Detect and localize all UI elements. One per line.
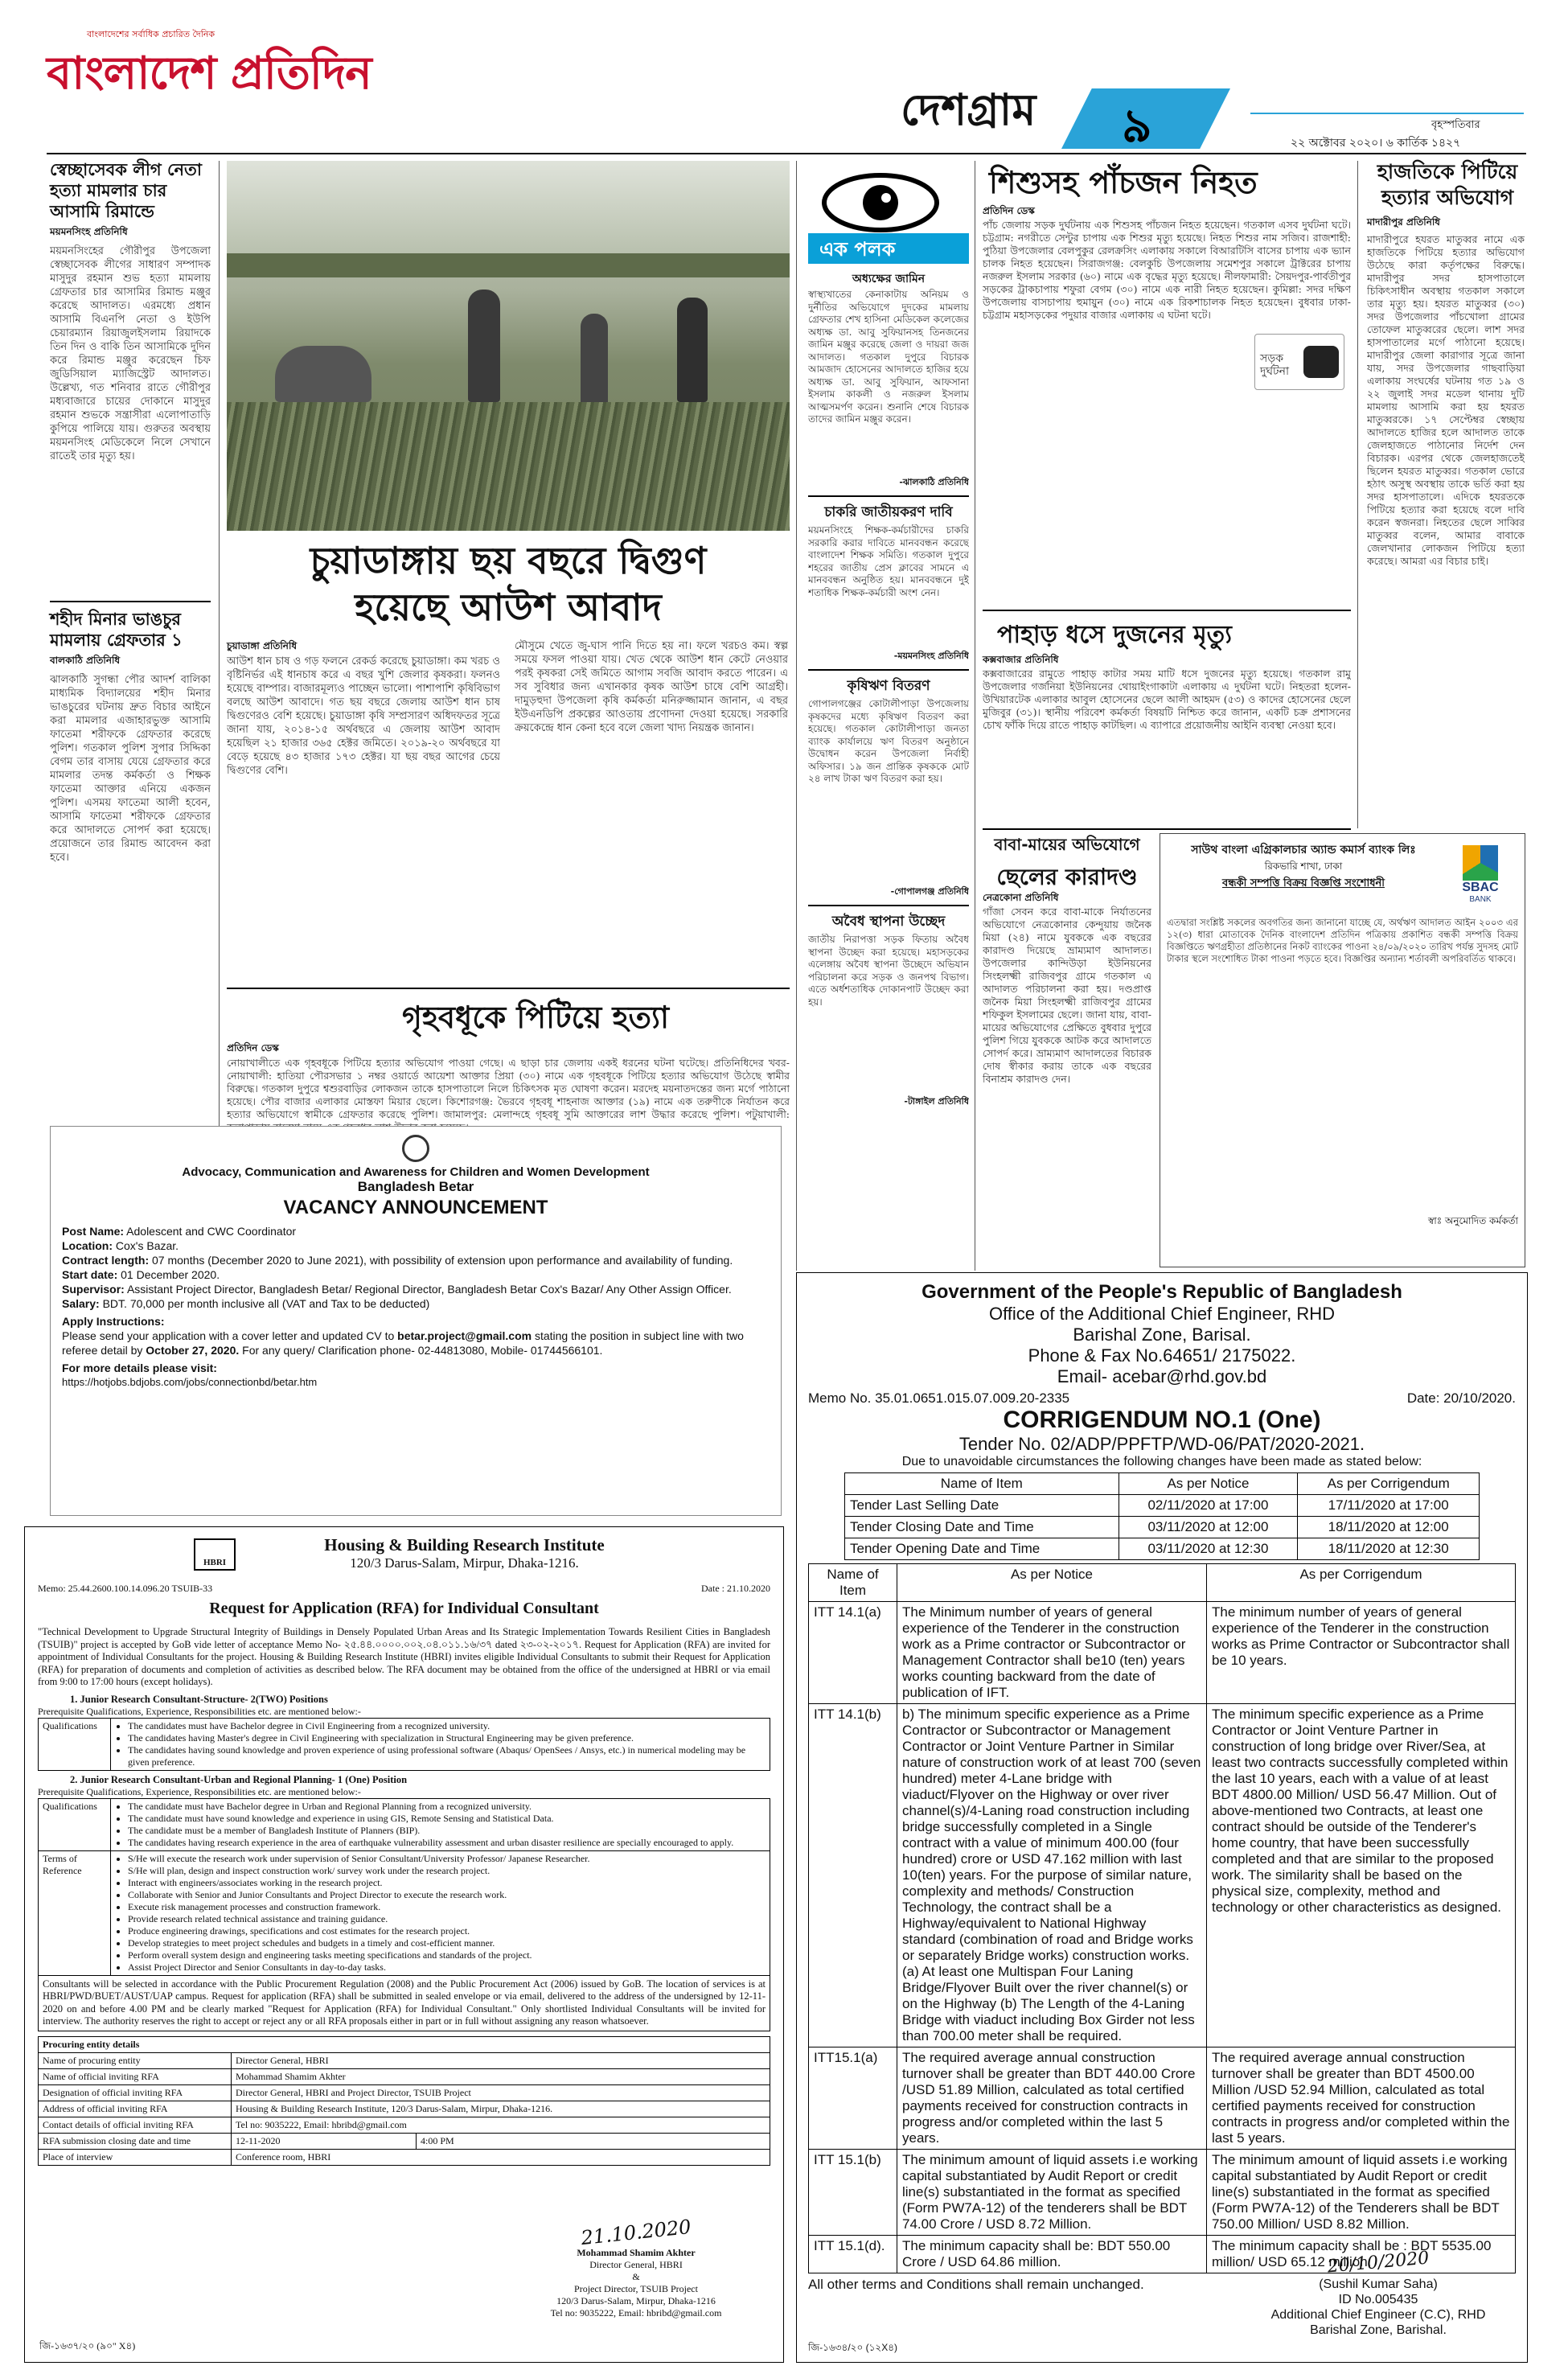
car-crash-icon (1303, 346, 1339, 378)
qualification-item: • The candidates having research experience in the area of earthquake vulnerability assessment and urban disaster resilience are specially encouraged to apply. (128, 1837, 766, 1849)
article-body-col1: আউশ ধান চাষ ও গড় ফলনে রেকর্ড করেছে চুয়াডাঙ্গা। কম খরচ ও বৃষ্টিনির্ভর এই ধানচাষ করে এ বছর খুশি জেলার কৃষকরা। ফলনও হয়েছে বাম্পার। বাজারমূল্যও পাচ্ছেন ভালো। পাশাপাশি কৃষিবিভাগ বলছে আউশ আবাদে। গত ছয় বছরে জেলায় আউশ ধান চাষ দ্বিগুণেরও বেশি হয়েছে। চুয়াডাঙ্গা কৃষি সম্প্রসারণ অধিদফতর সূত্রে জানা যায়, ২০১৪-১৫ অর্থবছরে এ জেলায় আউশ আবাদ হয়েছিল ২১ হাজার ৩৬৫ হেক্টর জমিতে। ২০১৯-২০ অর্থবছরে যা বেড়ে হয়েছে ৪৩ হাজার ১৭৩ হেক্টর। যা ছয় বছর আগের চেয়ে দ্বিগুণের বেশি। (227, 655, 500, 777)
proc-label: Contact details of official inviting RFA (39, 2117, 232, 2133)
signatory-name: Mohammad Shamim Akhter (577, 2247, 696, 2258)
article-body: পাঁচ জেলায় সড়ক দুর্ঘটনায় এক শিশুসহ পাঁচজন নিহত হয়েছেন। গতকাল এসব দুর্ঘটনা ঘটে। চট্টগ্রাম: নগরীতে সেন্টুর চাপায় এক শিশুর মৃত্যু হয়েছে। নিহত শিশুর নাম সজিব। রাজশাহী: পুঠিয়া উপজেলার বেলপুকুর রেলক্রসিং এলাকায় সকালে বিআরটিসি বাসের চাপায় এক ভ্যান চালক নিহত হয়েছেন। সিরাজগঞ্জ: বেলকুচি উপজেলায় সমেশপুর সকালে ট্রাক্টরের চাপায় নজরুল ইসলাম সরকার (৬০) নামে এক বৃদ্ধের মৃত্যু হয়েছে। নীলফামারী: সৈয়দপুর-পার্বতীপুর সড়কের ট্রাকচাপায় শফুরা বেগম (৩০) নামে এক নারী নিহত হয়েছেন। কুমিল্লা: সদর দক্ষিণ উপজেলায় বাসচাপায় হুমায়ুন (৩০) নামে এক রিকশাচালক নিহত হয়েছেন। বুধবার ঢাকা-চট্টগ্রাম মহাসড়কের পদুয়ার বাজার এলাকায় এ ঘটনা ঘটে। (983, 219, 1351, 321)
badge-text: সড়ক দুর্ঘটনা (1260, 352, 1290, 378)
field-value: BDT. 70,000 per month inclusive all (VAT and Tax to be deducted) (102, 1297, 430, 1310)
signatory-title: Additional Chief Engineer (C.C), RHD (1270, 2308, 1486, 2322)
due-note: Due to unavoidable circumstances the following changes have been made as stated below: (901, 1455, 1422, 1468)
item-code: ITT 15.1(b) (809, 2150, 897, 2236)
col-header: As per Corrigendum (1298, 1473, 1480, 1495)
headline-wife[interactable]: গৃহবধূকে পিটিয়ে হত্যা (402, 1000, 670, 1035)
qualification-item: • The candidates having sound knowledge and proven experience of using professional software (Abaqus/ OpenSees / Ansys, etc.) in numerical modeling may be given preference. (128, 1744, 766, 1768)
notice-body: এতদ্বারা সংশ্লিষ্ট সকলের অবগতির জন্য জানানো যাচ্ছে যে, অর্থঋণ আদালত আইন ২০০৩ এর ১২(৩) ধারা মোতাবেক দৈনিক বাংলাদেশ প্রতিদিন পত্রিকায় প্রকাশিত বন্ধকী সম্পত্তি বিক্রয় বিজ্ঞপ্তিতে ঋণগ্রহীতা প্রতিষ্ঠানের নিকট ব্যাংকের পাওনা ২৪/০৯/২০২০ তারিখ পর্যন্ত সুদসহ মোট টাকার স্থলে সংশোধিত টাকা পাওনা পড়তে হবে। বিজ্ঞপ্তির অন্যান্য শর্তাবলী অপরিবর্তিত থাকবে। (1167, 917, 1518, 964)
corrigendum-value: The minimum number of years of general experience of the Tenderer in the construction works as Prime Contractor or Subcontractor shall be 10 years. (1207, 1602, 1516, 1704)
corrigendum-value: The required average annual construction turnover shall be greater than BDT 4500.00 Million /USD 52.94 Million, calculated as total certified payments received for construction contracts in progress and/or completed within the last 5 years. (1207, 2047, 1516, 2150)
proc-label: RFA submission closing date and time (39, 2133, 232, 2149)
apply-text: For any query/ Clarification phone- 02-44813080, Mobile- 01744566101. (242, 1344, 603, 1357)
byline: নেত্রকোনা প্রতিনিধি (983, 892, 1059, 903)
sbac-logo-sub: BANK (1469, 895, 1492, 904)
col-header: Name of Item (809, 1564, 897, 1602)
notice-value: The required average annual construction turnover shall be greater than BDT 440.00 Crore /USD 51.89 Million, calculated as total certified payments received for construction contracts in progress and/or completed within the last 5 years. (897, 2047, 1207, 2150)
rfa-intro: "Technical Development to Upgrade Structural Integrity of Buildings in Densely Populated Urban Areas and Its Strategic Implementation Towards Resilient Cities in Bangladesh (TSUIB)" project is accepted by GoB vide letter of acceptance Memo No- ২৫.৪৪.০০০০.০০২.০৪.০১১.১৬/৩৭ dated ২৩-০২-২০১৭. Request for Application (RFA) are invited for appointment of Individual Consultants for the project. Housing & Building Research Institute (HBRI) invites eligible Individual Consultants to submit their Request for Application (RFA) for preparation of documents and completion of activities as described below. The RFA document may be obtained from the office of the undersigned at HBRI or via email from 9:00 to 17:00 hours (except holidays). (38, 1626, 770, 1687)
notice-value: 03/11/2020 at 12:30 (1119, 1538, 1298, 1560)
qualifications-label: Qualifications (39, 1718, 111, 1770)
brief-byline: -গোপালগঞ্জ প্রতিনিধি (890, 886, 969, 897)
byline: কক্সবাজার প্রতিনিধি (983, 654, 1059, 665)
article-body: নোয়াখালীতে এক গৃহবধূকে পিটিয়ে হত্যার অভিযোগ পাওয়া গেছে। এ ছাড়া চার জেলায় একই ধরনের ঘটনা ঘটেছে। প্রতিনিধিদের খবর- নোয়াখালী: হাতিয়া পৌরসভার ১ নম্বর ওয়ার্ডে আয়েশা আক্তার প্রিয়া (৩০) নামে এক গৃহবধূকে পিটিয়ে হত্যার অভিযোগ উঠেছে স্বামীর বিরুদ্ধে। গতকাল দুপুরে শ্বশুরবাড়ির লোকজন তাকে হাসপাতালে নিলে চিকিৎসক মৃত ঘোষণা করেন। মরদেহ ময়নাতদন্তের জন্য মর্গে পাঠানো হয়েছে। পৌর বাজার এলাকার মোস্তফা মিয়ার ছেলে। কিশোরগঞ্জ: ভৈরবে গৃহবধূ শাহনাজ আক্তার (১৯) নামে এক তরুণীকে নির্যাতন করে হত্যার অভিযোগে স্বামীকে গ্রেফতার করেছে পুলিশ। জামালপুর: মেলান্দহে গৃহবধূ সুমি আক্তারের লাশ উদ্ধার করেছে পুলিশ। পটুয়াখালী: (227, 1057, 790, 1120)
notice-signatory: স্বাঃ অনুমোদিত কর্মকর্তা (1427, 1215, 1518, 1226)
field-label: Salary: (62, 1297, 100, 1310)
qualifications-label: Qualifications (39, 1798, 111, 1850)
procuring-heading: Procuring entity details (39, 2036, 770, 2052)
road-accident-badge (1254, 334, 1344, 390)
office-email[interactable]: Email- acebar@rhd.gov.bd (1057, 1366, 1267, 1386)
col-header: As per Corrigendum (1207, 1564, 1516, 1602)
corrigendum-value: 18/11/2020 at 12:00 (1298, 1517, 1480, 1538)
hbri-logo-icon (194, 1538, 236, 1571)
section-rule (227, 988, 790, 989)
proc-label: Name of procuring entity (39, 2052, 232, 2068)
position-1-heading: 1. Junior Research Consultant-Structure- 2(TWO) Positions (70, 1693, 328, 1705)
item-name: Tender Last Selling Date (845, 1495, 1119, 1517)
sbac-logo (1444, 845, 1517, 904)
byline: মাদারীপুর প্রতিনিধি (1367, 216, 1441, 228)
ad-code: জি-১৬৩৪/২০ (১২X৪) (808, 2342, 897, 2353)
signatory-title: Project Director, TSUIB Project (574, 2283, 698, 2294)
field-value: Adolescent and CWC Coordinator (126, 1225, 297, 1238)
byline: বালকাঠি প্রতিনিধি (50, 655, 121, 666)
org-name: Advocacy, Communication and Awareness for Children and Women Development (182, 1165, 650, 1179)
position-1-table (38, 1718, 770, 1771)
article-body-col2: মৌসুমে খেতে জু-ঘাস পানি দিতে হয় না। ফলে খরচও কম। স্বল্প সময়ে ফসল পাওয়া যায়। খেত থেকে আউশ ধান কেটে নেওয়ার পরই কৃষকরা সেই জমিতে আগাম সবজি আবাদ করতে পারেন। এ সব সুবিধার জন্য এখানকার কৃষক আউশ চাষে বেশি আগ্রহী। দামুড়হুদা উপজেলা কৃষি কর্মকর্তা মনিরুজ্জামান জানান, এ বছর ইউএনডিপি প্রকল্পের আওতায় প্রণোদনা দেওয়া হয়েছে। সরকারি ক্রয়কেন্দ্রে ধান কেনা হবে বলে জেলা খাদ্য নিয়ন্ত্রক জানান। (515, 640, 788, 734)
memo-number: Memo: 25.44.2600.100.14.096.20 TSUIB-33 (38, 1583, 213, 1594)
headline-custody-death[interactable]: হাজতিকে পিটিয়ে হত্যার অভিযোগ (1377, 160, 1518, 209)
qualification-item: • The candidate must have sound knowledge and experience in using GIS, Remote Sensing and Statistical Data. (128, 1813, 766, 1825)
proc-value: Housing & Building Research Institute, 120/3 Darus-Salam, Mirpur, Dhaka-1216. (232, 2101, 770, 2117)
byline: চুয়াডাঙ্গা প্রতিনিধি (227, 640, 298, 651)
column-divider (219, 161, 220, 1271)
section-rule (983, 610, 1351, 611)
selection-paragraph: Consultants will be selected in accordance with the Public Procurement Regulation (2008) and the Public Procurement Act (2006) issued by GoB. The location of services is at HBRI/PWD/BUET/AUST/UAP campus. Request for application (RFA) shall be submitted in sealed envelope or via email, delivered to the address of the undersigned by 12-11-2020 on and before 4.00 PM and be clearly marked "Request for Application (RFA) for Individual Consultant." Only shortlisted Individual Consultants will be invited for interview. The authority reserves the right to accept or reject any or all RFA proposals either in part or in full without assigning any reason whatsoever. (38, 1976, 770, 2031)
apply-text: stating the position in subject line with two referee detail by (62, 1329, 744, 1357)
office-name: Office of the Additional Chief Engineer, RHD (988, 1304, 1336, 1324)
criteria-table (808, 1563, 1516, 2273)
signatory-id: ID No.005435 (1338, 2293, 1418, 2306)
headline-son-jailed[interactable] (983, 833, 1151, 897)
handwritten-signature-date: 20/10/2020 (1326, 2248, 1430, 2277)
proc-value: Director General, HBRI and Project Director, TSUIB Project (232, 2084, 770, 2101)
corrigendum-value: The minimum specific experience as a Prime Contractor or Joint Venture Partner in construction of long bridge over River/Sea, at least two contracts successfully completed within the last 10 years, each with a value of at least BDT 4800.00 Million/ USD 56.47 Million. Out of above-mentioned two Contracts, at least one contract should be outside of the Tenderer's home country, that have been successfully completed and that are similar to the proposed work. The similarity shall be based on the physical size, complexity, method and technology or other characteristics as designed. (1207, 1704, 1516, 2047)
proc-value: Mohammad Shamim Akhter (232, 2068, 770, 2084)
tender-number: Tender No. 02/ADP/PPFTP/WD-06/PAT/2020-2021. (958, 1434, 1365, 1454)
brief-body: গোপালগঞ্জের কোটালীপাড়া উপজেলায় কৃষকদের মধ্যে কৃষিঋণ বিতরণ করা হয়েছে। গতকাল কোটালীপাড়া জনতা ব্যাংক কার্যালয়ে ঋণ বিতরণ অনুষ্ঠানে উদ্বোধন করেন উপজেলা নির্বাহী অফিসার। ১৯ জন প্রান্তিক কৃষককে মোট ২৪ লাখ টাকা ঋণ বিতরণ করা হয়। (808, 698, 969, 784)
prerequisite-note: Prerequisite Qualifications, Experience, Responsibilities etc. are mentioned below:- (38, 1705, 361, 1717)
memo-date: Date : 21.10.2020 (701, 1583, 770, 1594)
apply-deadline: October 27, 2020. (146, 1344, 240, 1357)
tor-label: Terms of Reference (39, 1850, 111, 1975)
headline-line-2: হয়েছে আউশ আবাদ (355, 585, 662, 629)
byline: প্রতিদিন ডেস্ক (983, 205, 1035, 216)
memo-date: Date: 20/10/2020. (1406, 1390, 1516, 1406)
tor-item: • Assist Project Director and Senior Consultants in day-to-day tasks. (128, 1961, 766, 1974)
field-value: Cox's Bazar. (115, 1239, 179, 1252)
brief-body: জাতীয় নিরাপত্তা সড়ক ফিতায় অবৈধ স্থাপনা উচ্ছেদ করা হয়েছে। মহাসড়কের এলেঙ্গায় অবৈধ স্থাপনা উচ্ছেদে অভিযান পরিচালনা করে সড়ক ও জনপথ বিভাগ। এতে অর্ধশতাধিক দোকানপাট উচ্ছেদ করা হয়। (808, 934, 969, 1008)
col-header: As per Notice (897, 1564, 1207, 1602)
col-header: As per Notice (1119, 1473, 1298, 1495)
gov-title: Government of the People's Republic of Bangladesh (922, 1281, 1402, 1303)
brief-body: ময়মনসিংহে শিক্ষক-কর্মচারীদের চাকরি সরকারি করার দাবিতে মানববন্ধন করেছে বাংলাদেশ শিক্ষক সমিতি। গতকাল দুপুরে শহরের জাতীয় প্রেস ক্লাবের সামনে এ মানববন্ধন অনুষ্ঠিত হয়। মানববন্ধনে দুই শতাধিক শিক্ষক-কর্মচারী অংশ নেন। (808, 524, 969, 598)
item-code: ITT15.1(a) (809, 2047, 897, 2150)
phone-fax: Phone & Fax No.64651/ 2175022. (1028, 1345, 1296, 1366)
signatory-name: (Sushil Kumar Saha) (1319, 2277, 1438, 2291)
brief-byline: -ঝালকাঠি প্রতিনিধি (899, 477, 969, 487)
brief-body: স্বাস্থ্যখাতের কেনাকাটায় অনিয়ম ও দুর্নীতির অভিযোগে দুদকের মামলায় গ্রেফতার শেখ হাসিনা মেডিকেল কলেজের অধ্যক্ষ ডা. আবু সুফিয়ানসহ তিনজনের জামিন মঞ্জুর করেছে জেলা ও দায়রা জজ আদালত। গতকাল দুপুরে বিচারক আমজাদ হোসেনের আদালতে হাজির হয়ে অধ্যক্ষ ডা. আবু সুফিয়ান, আফসানা ইসলাম কাকলী ও নজরুল ইসলাম আত্মসমর্পণ করেন। শুনানি শেষে বিচারক তাদের জামিন মঞ্জুর করেন। (808, 289, 969, 425)
headline-kicker: বাবা-মায়ের অভিযোগে (994, 835, 1140, 854)
position-2-heading: 2. Junior Research Consultant-Urban and Regional Planning- 1 (One) Position (70, 1773, 408, 1785)
tor-item: • Develop strategies to meet project schedules and budgets in a timely and cost-efficient manner. (128, 1937, 766, 1949)
tor-item: • Produce engineering drawings, specifications and cost estimates for the research project. (128, 1925, 766, 1937)
sbac-logo-icon (1463, 845, 1498, 881)
headline-shaheed-minar[interactable]: শহীদ মিনার ভাঙচুর মামলায় গ্রেফতার ১ (50, 610, 183, 650)
rfa-title: Request for Application (RFA) for Individual Consultant (209, 1600, 599, 1617)
corrigendum-value: The minimum amount of liquid assets i.e working capital substantiated by Audit Report or credit line(s) substantiated in the format as specified (Form PW7A-12) of the Tenderers shall be BDT 750.00 Million/ USD 8.82 Million. (1207, 2150, 1516, 2236)
item-code: ITT 15.1(d). (809, 2236, 897, 2273)
proc-value: Director General, HBRI (232, 2052, 770, 2068)
issue-date: ২২ অক্টোবর ২০২০। ৬ কার্তিক ১৪২৭ (1291, 137, 1461, 150)
brief-headline[interactable]: অবৈধ স্থাপনা উচ্ছেদ (831, 914, 946, 930)
notice-bank-name: সাউথ বাংলা এগ্রিকালচার অ্যান্ড কমার্স ব্যাংক লিঃ (1191, 844, 1416, 856)
tor-item: • Collaborate with Senior and Junior Consultants and Project Director to execute the research work. (128, 1889, 766, 1901)
item-code: ITT 14.1(b) (809, 1704, 897, 2047)
remain-unchanged-note: All other terms and Conditions shall remain unchanged. (808, 2277, 1144, 2292)
tor-item: • S/He will execute the research work under supervision of Senior Consultant/University Professor/ Japanese Researcher. (128, 1853, 766, 1865)
headline-line-1: চুয়াডাঙ্গায় ছয় বছরে দ্বিগুণ (310, 539, 707, 582)
notice-branch: রিকভারি শাখা, ঢাকা (1264, 860, 1343, 872)
article-body: গাঁজা সেবন করে বাবা-মাকে নির্যাতনের অভিযোগে নেত্রকোনার কেন্দুয়ায় জনৈক মিয়া (২৪) নামে যুবককে এক বছরের কারাদণ্ড দিয়েছে ভ্রাম্যমাণ আদালত। উপজেলার কান্দিউড়া ইউনিয়নের সিংহলক্ষ্মী রাজিবপুর গ্রামে গতকাল এ আদালত পরিচালনা করা হয়। দণ্ডপ্রাপ্ত জনৈক মিয়া সিংহলক্ষ্মী রাজিবপুর গ্রামের শফিকুল ইসলামের ছেলে। জানা যায়, বাবা-মায়ের অভিযোগের প্রেক্ষিতে বুধবার দুপুরে পুলিশ গিয়ে যুবককে আটক করে আদালতে সোপর্দ করে। ভ্রাম্যমাণ আদালতের বিচারক দোষ স্বীকার করায় তাকে এক বছরের বিনাশ্রম কারাদণ্ড দেন। (983, 906, 1151, 1085)
corrigendum-value: 17/11/2020 at 17:00 (1298, 1495, 1480, 1517)
qualification-item: • The candidate must be a member of Bangladesh Institute of Planners (BIP). (128, 1825, 766, 1837)
item-name: Tender Opening Date and Time (845, 1538, 1119, 1560)
notice-value: 02/11/2020 at 17:00 (1119, 1495, 1298, 1517)
field-label: Contract length: (62, 1254, 150, 1267)
signatory-contact: Tel no: 9035222, Email: hbribd@gmail.com (550, 2307, 722, 2319)
details-link[interactable]: https://hotjobs.bdjobs.com/jobs/connectionbd/betar.htm (62, 1376, 318, 1388)
tor-item: • Interact with engineers/associates working in the research project. (128, 1877, 766, 1889)
signature-block (507, 2215, 765, 2319)
logo-tagline: বাংলাদেশের সর্বাধিক প্রচারিত দৈনিক (87, 29, 215, 39)
headline-main: ছেলের কারাদণ্ড (996, 864, 1138, 890)
betar-vacancy-ad (50, 1126, 782, 1516)
article-body: ময়মনসিংহের গৌরীপুর উপজেলা স্বেচ্ছাসেবক লীগের সাধারণ সম্পাদক মাসুদুর রহমান শুভ হত্যা মামলায় গ্রেফতার চার আসামির রিমান্ড মঞ্জুর করেছে আদালত। এরমধ্যে প্রধান আসামি বিএনপি নেতা ও ইউপি চেয়ারম্যান রিয়াজুলইসলাম রিয়াদকে তিন দিন ও বাকি তিন আসামিকে দুদিন করে রিমান্ড মঞ্জুর করেছেন চিফ জুডিসিয়াল ম্যাজিস্ট্রেট আদালত। উল্লেখ্য, গত শনিবার রাতে গৌরীপুর মধ্যবাজারে চায়ের দোকানে মাসুদুর রহমান শুভকে সন্ত্রাসীরা এলোপাতাড়ি কুপিয়ে পালিয়ে যায়। গুরুতর অবস্থায় ময়মনসিংহ মেডিকেলে নিলে সেখানে রাতেই তার মৃত্যু হয়। (50, 245, 211, 462)
headline-landslide[interactable]: পাহাড় ধসে দুজনের মৃত্যু (997, 621, 1232, 649)
procuring-entity-table (38, 2036, 770, 2166)
headline-five-killed[interactable]: শিশুসহ পাঁচজন নিহত (989, 165, 1258, 200)
section-title: দেশগ্রাম (901, 84, 1036, 135)
signatory-address: 120/3 Darus-Salam, Mirpur, Dhaka-1216 (556, 2295, 716, 2306)
brief-headline[interactable]: চাকরি জাতীয়করণ দাবি (824, 504, 953, 520)
notice-value: b) The minimum specific experience as a Prime Contractor or Subcontractor or Management Contractor or Joint Venture Partner in Similar nature of construction work of at least 700 (seven hundred) meter 4-Lane bridge with viaduct/Flyover on the Highway or over river channel(s)/4-Laning road construction including bridge successfully completed in a Single contract with a value of minimum 400.00 (four hundred) crore or USD 47.162 million with last 10(ten) years. For the purpose of similar nature, complexity and methods/ Construction Technology, the contract shall be a Highway/equivalent to National Highway standard (combination of road and Bridge works or separately Bridge works) construction works. (a) At least one Multispan Four Laning Bridge/Flyover Built over the river channel(s) or on the Highway (b) The Length of the 4-Laning Bridge with viaduct including Box Girder not less than 700.00 meter shall be required. (897, 1704, 1207, 2047)
dates-table (844, 1472, 1480, 1560)
memo-number: Memo No. 35.01.0651.015.07.009.20-2335 (808, 1390, 1070, 1406)
item-name: Tender Closing Date and Time (845, 1517, 1119, 1538)
signatory-zone: Barishal Zone, Barishal. (1310, 2323, 1447, 2337)
hbri-title: Housing & Building Research Institute (324, 1535, 605, 1555)
proc-label: Place of interview (39, 2149, 232, 2165)
hbri-logo-text: HBRI (203, 1558, 227, 1567)
header-rule (1250, 113, 1524, 114)
notice-value: The minimum amount of liquid assets i.e working capital substantiated by Audit Report or credit line(s) substantiated in the format as specified (Form PW7A-12) of the tenderers shall be BDT 74.00 Crore / USD 8.72 Million. (897, 2150, 1207, 2236)
notice-title: বন্ধকী সম্পত্তি বিক্রয় বিজ্ঞপ্তি সংশোধনী (1221, 877, 1385, 889)
article-body: কক্সবাজারের রামুতে পাহাড় কাটার সময় মাটি ধসে দুজনের মৃত্যু হয়েছে। গতকাল রামু উপজেলার গর্জনিয়া ইউনিয়নের থোয়াইংগাকাটা এলাকায় এ দুর্ঘটনা ঘটে। নিহতরা হলেন- উখিয়ারটেক এলাকার আবুল হোসেনের ছেলে আলী আহমদ (৫৩) ও কাদের হোসেনের ছেলে মুজিবুর (৩১)। স্থানীয় পরিবেশ কর্মকর্তা বিষয়টি নিশ্চিত করে জানান, একটি চক্র প্রশাসনের চোখ ফাঁকি দিয়ে রাতে পাহাড় কাটছিল। এ ব্যাপারে প্রয়োজনীয় আইনি ব্যবস্থা নেওয়া হবে। (983, 667, 1351, 731)
qualification-item: • The candidates must have Bachelor degree in Civil Engineering from a recognized university. (128, 1720, 766, 1732)
rice-field-photo (227, 161, 790, 531)
proc-label: Address of official inviting RFA (39, 2101, 232, 2117)
ek-palok-column (808, 269, 969, 1271)
hbri-rfa-ad (24, 1526, 784, 2363)
more-details-label: For more details please visit: (62, 1362, 217, 1374)
betar-logo-icon (402, 1135, 429, 1162)
proc-value: Conference room, HBRI (232, 2149, 770, 2165)
field-value: 07 months (December 2020 to June 2021), with possibility of extension upon performance and availability of funding. (152, 1254, 733, 1267)
column-divider (796, 161, 797, 1271)
masthead-rule (47, 153, 1526, 154)
sbac-logo-text: SBAC (1462, 881, 1499, 894)
tor-item: • S/He will plan, design and inspect construction work/ survey work under the research project. (128, 1865, 766, 1877)
prerequisite-note: Prerequisite Qualifications, Experience, Responsibilities etc. are mentioned below:- (38, 1785, 361, 1797)
section-rule (983, 828, 1351, 830)
signatory-amp: & (632, 2271, 640, 2282)
hbri-address: 120/3 Darus-Salam, Mirpur, Dhaka-1216. (350, 1555, 579, 1571)
apply-email-link[interactable]: betar.project@gmail.com (397, 1329, 532, 1342)
vacancy-title: VACANCY ANNOUNCEMENT (283, 1197, 548, 1218)
signatory-title: Director General, HBRI (589, 2259, 683, 2270)
org-subname: Bangladesh Betar (357, 1179, 474, 1194)
qualification-item: • The candidate must have Bachelor degree in Urban and Regional Planning from a recognized university. (128, 1801, 766, 1813)
column-divider (1357, 161, 1358, 828)
notice-value: The minimum capacity shall be: BDT 550.00 Crore / USD 64.86 million. (897, 2236, 1207, 2273)
apply-text: Please send your application with a cover letter and updated CV to (62, 1329, 395, 1342)
notice-value: The Minimum number of years of general experience of the Tenderer in the construction work as a Prime contractor or Subcontractor or Management Contractor shall be10 (ten) years works counting backward from the date of publication of IFT. (897, 1602, 1207, 1704)
tor-item: • Execute risk management processes and construction framework. (128, 1901, 766, 1913)
notice-value: 03/11/2020 at 12:00 (1119, 1517, 1298, 1538)
apply-heading: Apply Instructions: (62, 1315, 165, 1328)
proc-label: Name of official inviting RFA (39, 2068, 232, 2084)
position-2-table (38, 1798, 770, 1976)
brief-byline: -টাঙ্গাইল প্রতিনিধি (904, 1096, 969, 1107)
masthead (0, 0, 1568, 153)
byline: প্রতিদিন ডেস্ক (227, 1042, 279, 1054)
ek-palok-title: এক পলক (808, 233, 969, 264)
tor-item: • Perform overall system design and engineering tasks meeting specifications and standards of the project. (128, 1949, 766, 1961)
article-body: ঝালকাঠি সুগন্ধা পৌর আদর্শ বালিকা মাধ্যমিক বিদ্যালয়ের শহীদ মিনার ভাঙচুরের ঘটনায় দ্রুত বিচার আইনে করা মামলার এজাহারভুক্ত আসামি ফাতেমা শরীফকে গ্রেফতার করেছে পুলিশ। গতকাল পুলিশ সুপার সিদ্দিকা বেগম তার বাসায় যেয়ে গ্রেফতার করে মামলার তদন্ত কর্মকর্তা ও শিক্ষক ফাতেমা আক্তার এনিয়ে একজন পুলিশ। এসময় ফাতেমা আলী হবেন, আসামি ফাতেমা শরীফকে গ্রেফতার করে আদালতে সোপর্দ করা হয়েছে। প্রয়োজনে তার রিমান্ড আবেদন করা হবে। (50, 674, 211, 864)
corrigendum-value: The minimum capacity shall be : BDT 5535.00 million/ USD 65.12 million. (1207, 2236, 1516, 2273)
item-code: ITT 14.1(a) (809, 1602, 897, 1704)
article-body: মাদারীপুরে হযরত মাতুব্বর নামে এক হাজতিকে পিটিয়ে হত্যার অভিযোগ উঠেছে কারা কর্তৃপক্ষের বিরুদ্ধে। মাদারীপুর সদর হাসপাতালে চিকিৎসাধীন অবস্থায় গতকাল সকালে তার মৃত্যু হয়। হযরত মাতুব্বর (৩০) সদর উপজেলার পাঁচখোলা গ্রামের তোফেল মাতুব্বরের ছেলে। লাশ সদর হাসপাতালের মর্গে পাঠানো হয়েছে। মাদারীপুর জেলা কারাগার সূত্রে জানা যায়, সদর উপজেলার গাছবাড়িয়া এলাকায় সংঘর্ষের ঘটনায় গত ১৯ ও ২২ জুলাই সদর মডেল থানায় দুটি মামলায় আসামি করা হয় হযরত মাতুব্বরকে। ১৭ সেপ্টেম্বর স্বেচ্ছায় আদালতে হাজির হলে আদালত তাকে জেলহাজতে পাঠানোর নির্দেশ দেন বিচারক। এরপর থেকে জেলহাজতেই ছিলেন হযরত মাতুব্বর। গতকাল ভোরে হঠাৎ অসুস্থ অবস্থায় তাকে ভর্তি করা হয় সদর হাসপাতালে। এদিকে হযরতকে পিটিয়ে হত্যার করা হয়েছে বলে দাবি করেন স্বজনরা। নিহতের ছেলে সাব্বির মাতুব্বর বলেন, আমার বাবাকে জেলখানার লোকজন পিটিয়ে হত্যা করেছে। আমরা এর বিচার চাই। (1367, 233, 1525, 567)
newspaper-logo[interactable]: বাংলাদেশ প্রতিদিন (47, 47, 371, 100)
ad-code: জি-১৬৩৭/২০ (৯০" X৪) (39, 2340, 136, 2351)
handwritten-signature-date: 21.10.2020 (580, 2215, 692, 2250)
rice-headline[interactable] (227, 537, 790, 630)
proc-value: Tel no: 9035222, Email: hbribd@gmail.com (232, 2117, 770, 2133)
field-label: Location: (62, 1239, 113, 1252)
proc-label: Designation of official inviting RFA (39, 2084, 232, 2101)
corrigendum-title: CORRIGENDUM NO.1 (One) (1003, 1407, 1321, 1433)
news-column-left (50, 159, 211, 1116)
sbac-bank-notice (1160, 833, 1525, 1267)
byline: ময়মনসিংহ প্রতিনিধি (50, 226, 128, 237)
field-label: Supervisor: (62, 1283, 125, 1296)
field-label: Post Name: (62, 1225, 125, 1238)
brief-headline[interactable]: কৃষিঋণ বিতরণ (847, 678, 930, 694)
field-value: 01 December 2020. (121, 1268, 220, 1281)
eye-icon (820, 170, 941, 235)
col-header: Name of Item (845, 1473, 1119, 1495)
tor-item: • Provide research related technical assistance and training guidance. (128, 1913, 766, 1925)
brief-headline[interactable]: অধ্যক্ষের জামিন (852, 273, 926, 285)
proc-value: 12-11-2020 (232, 2133, 417, 2149)
headline-remand[interactable]: স্বেচ্ছাসেবক লীগ নেতা হত্যা মামলার চার আসামি রিমান্ডে (50, 160, 202, 221)
weekday: বৃহস্পতিবার (1431, 119, 1480, 131)
field-label: Start date: (62, 1268, 118, 1281)
zone-name: Barishal Zone, Barisal. (1073, 1325, 1251, 1345)
corrigendum-value: 18/11/2020 at 12:30 (1298, 1538, 1480, 1560)
page-number: ৯ (1122, 98, 1152, 153)
proc-value: 4:00 PM (417, 2133, 770, 2149)
rhd-corrigendum-ad (796, 1272, 1528, 2363)
qualification-item: • The candidates having Master's degree in Civil Engineering with specialization in Structural Engineering may be given preference. (128, 1732, 766, 1744)
brief-byline: -ময়মনসিংহ প্রতিনিধি (893, 651, 969, 661)
field-value: Assistant Project Director, Bangladesh Betar/ Regional Director, Bangladesh Betar Cox's Bazar/ Any Other Assign Officer. (126, 1283, 732, 1296)
